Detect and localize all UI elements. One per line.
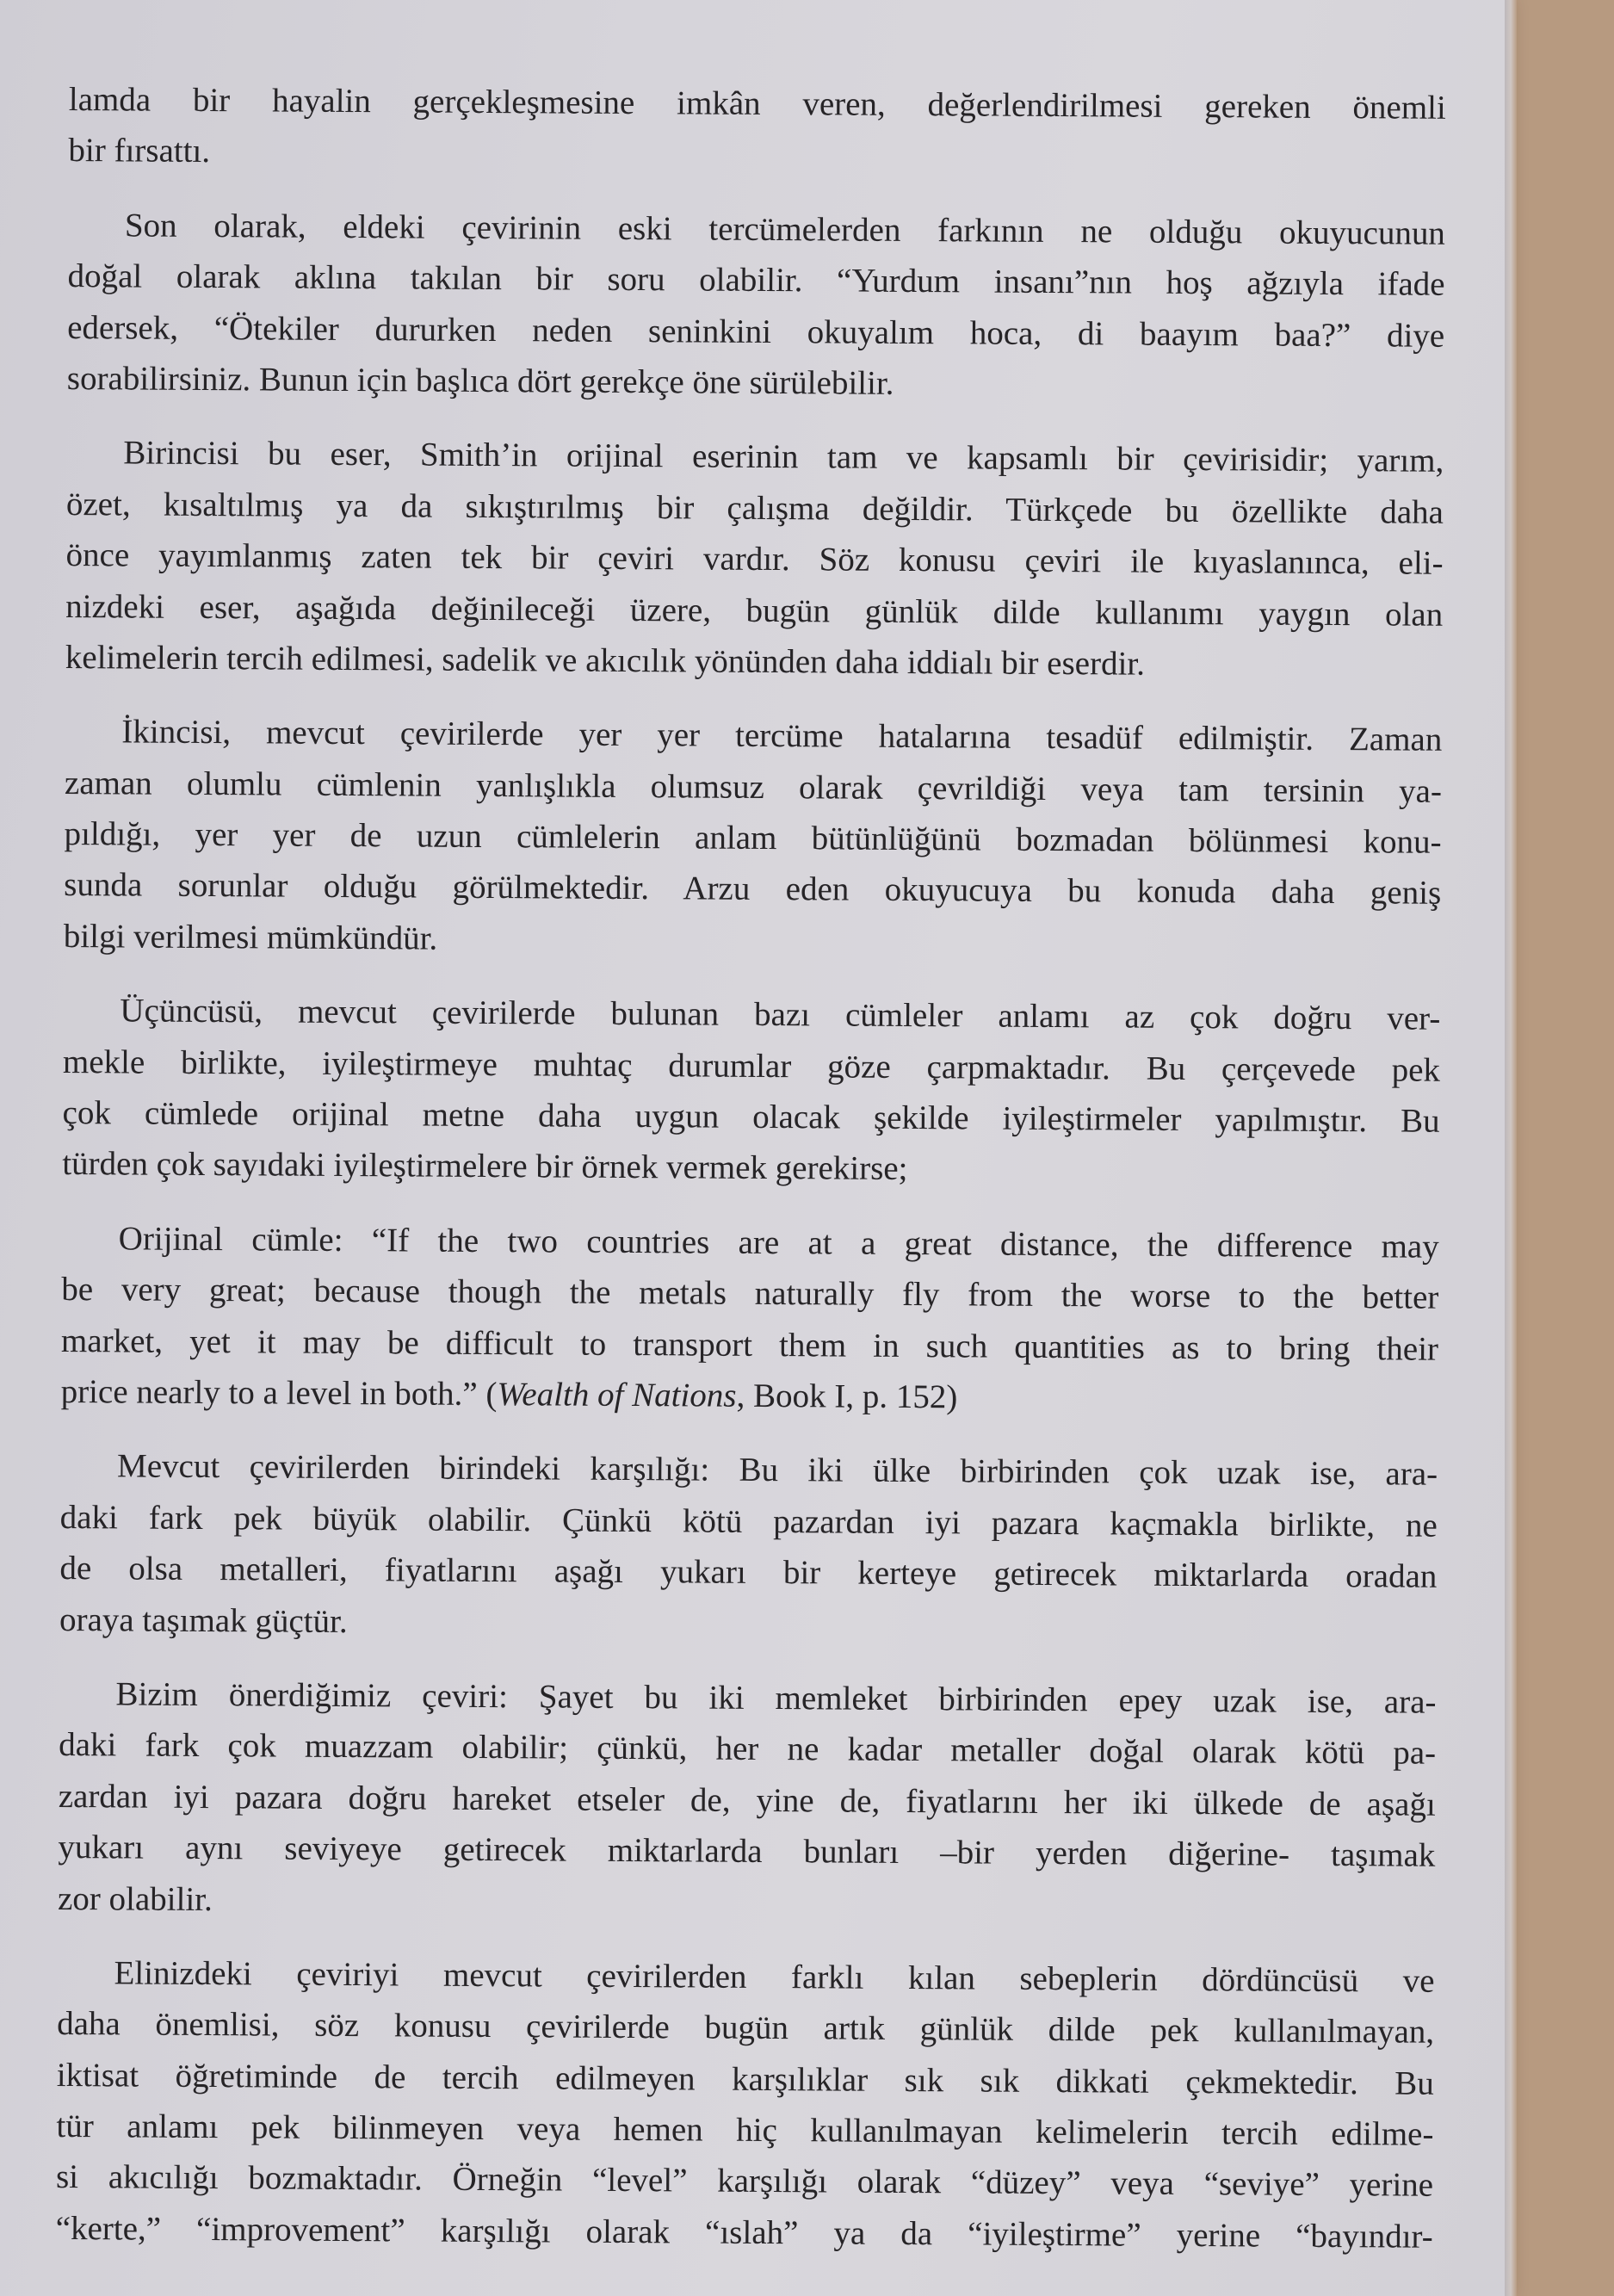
text-line: [65, 581, 1443, 641]
text-line: [59, 1668, 1436, 1728]
text-line: [62, 1213, 1439, 1272]
line-text: “kerte,” “improvement” karşılığı olarak “ıslah” ya da “iyileştirme” yerine “bayındır-: [55, 2209, 1433, 2256]
line-text: Mevcut çevirilerden birindeki karşılığı: Bu iki ülke birbirinden çok uzak ise, ara-: [116, 1447, 1438, 1494]
line-text: edersek, “Ötekiler dururken neden seninkini okuyalım hoca, di baayım baa?” diye: [67, 308, 1445, 355]
paragraph: [67, 200, 1445, 412]
text-line: [67, 302, 1444, 362]
line-text: daki fark çok muazzam olabilir; çünkü, her ne kadar metaller doğal olarak kötü pa-: [59, 1726, 1437, 1773]
paragraph: [62, 985, 1440, 1198]
text-line: [66, 479, 1444, 538]
line-text: sunda sorunlar olduğu görülmektedir. Arzu eden okuyucuya bu konuda daha geniş: [64, 866, 1442, 913]
line-text: zaman olumlu cümlenin yanlışlıkla olumsuz olarak çevrildiği veya tam tersinin ya-: [64, 764, 1443, 810]
paragraph: [64, 706, 1443, 970]
line-text: önce yayımlanmış zaten tek bir çeviri vardır. Söz konusu çeviri ile kıyaslanınca, eli-: [65, 536, 1444, 582]
line-text: İkincisi, mevcut çevirilerde yer yer tercüme hatalarına tesadüf edilmiştir. Zaman: [121, 713, 1443, 759]
text-line: [64, 859, 1441, 919]
text-line: [60, 1366, 1438, 1426]
line-text: daki fark pek büyük olabilir. Çünkü kötü pazardan iyi pazara kaçmakla birlikte, ne: [59, 1498, 1438, 1544]
text-line: [66, 427, 1444, 486]
text-line: [59, 1771, 1436, 1830]
line-text: Üçüncüsü, mevcut çevirilerde bulunan bazı cümleler anlamı az çok doğru ver-: [120, 992, 1441, 1038]
line-text: yukarı aynı seviyeye getirecek miktarlarda bunları –bir yerden diğerine- taşımak: [58, 1829, 1436, 1874]
line-text: çok cümlede orijinal metne daha uygun olacak şekilde iyileştirmeler yapılmıştır. Bu: [62, 1094, 1440, 1140]
line-text: tür anlamı pek bilinmeyen veya hemen hiç kullanılmayan kelimelerin tercih edilme-: [56, 2107, 1434, 2153]
line-text: doğal olarak aklına takılan bir soru olabilir. “Yurdum insanı”nın hoş ağzıyla ifade: [67, 257, 1445, 303]
text-line: [68, 200, 1445, 259]
line-text: kelimelerin tercih edilmesi, sadelik ve akıcılık yönünden daha iddialı bir eserdir.: [65, 638, 1146, 683]
line-text: Elinizdeki çeviriyi mevcut çevirilerden farklı kılan sebeplerin dördüncüsü ve: [114, 1954, 1435, 2000]
citation-text: , Book I, p. 152): [736, 1377, 958, 1416]
line-text: mekle birlikte, iyileştirmeye muhtaç durumlar göze çarpmaktadır. Bu çerçevede pek: [62, 1043, 1441, 1089]
line-text: sorabilirsiniz. Bunun için başlıca dört gerekçe öne sürülebilir.: [66, 359, 894, 402]
text-line: [65, 529, 1443, 589]
text-line: [65, 758, 1442, 817]
text-line: [69, 74, 1446, 133]
text-line: [63, 985, 1440, 1044]
text-line: [62, 1087, 1439, 1147]
text-line: [64, 911, 1441, 970]
paragraph: [60, 1213, 1438, 1426]
text-line: [56, 2151, 1433, 2211]
line-text: market, yet it may be difficult to transport them in such quantities as to bring their: [60, 1321, 1439, 1368]
text-line: [58, 1822, 1435, 1881]
line-text: de olsa metalleri, fiyatlarını aşağı yukarı bir kerteye getirecek miktarlarda oradan: [59, 1550, 1438, 1595]
text-line: [67, 251, 1444, 310]
text-line: [57, 1998, 1434, 2058]
line-text: Bizim önerdiğimiz çeviri: Şayet bu iki memleket birbirinden epey uzak ise, ara-: [115, 1675, 1437, 1721]
paragraph: [65, 427, 1444, 691]
line-text: Birincisi bu eser, Smith’in orijinal eserinin tam ve kapsamlı bir çevirisidir; yarım,: [123, 434, 1444, 480]
text-line: [56, 2203, 1433, 2262]
text-line: [65, 706, 1442, 765]
line-text: daha önemlisi, söz konusu çevirilerde bugün artık günlük dilde pek kullanılmayan,: [57, 2005, 1435, 2052]
line-text: türden çok sayıdaki iyileştirmelere bir örnek vermek gerekirse;: [62, 1145, 908, 1188]
paragraph: [56, 1947, 1435, 2262]
line-text: iktisat öğretiminde de tercih edilmeyen karşılıklar sık sık dikkati çekmektedir. Bu: [56, 2056, 1434, 2102]
text-line: [59, 1594, 1437, 1654]
text-line: [57, 1947, 1434, 2007]
line-text: zor olabilir.: [57, 1879, 213, 1918]
line-text: bilgi verilmesi mümkündür.: [63, 917, 438, 957]
text-line: [56, 2101, 1433, 2160]
text-line: [59, 1719, 1436, 1779]
text-line: [61, 1315, 1438, 1375]
book-title: Wealth of Nations: [497, 1376, 737, 1414]
paragraph: [59, 1440, 1438, 1653]
text-line: [58, 1872, 1435, 1932]
text-line: [63, 1037, 1440, 1096]
paragraph: [58, 1668, 1437, 1933]
text-line: [62, 1138, 1439, 1198]
page-edge: [1505, 0, 1517, 2296]
text-line: [67, 353, 1444, 412]
paragraph: [68, 74, 1446, 185]
body-text: [55, 74, 1446, 2286]
line-text: Son olarak, eldeki çevirinin eski tercümelerden farkının ne olduğu okuyucunun: [124, 207, 1446, 252]
line-text: pıldığı, yer yer de uzun cümlelerin anlam bütünlüğünü bozmadan bölünmesi konu-: [64, 815, 1442, 861]
line-text: lamda bir hayalin gerçekleşmesine imkân veren, değerlendirilmesi gereken önemli: [68, 80, 1446, 127]
line-text: nizdeki eser, aşağıda değinileceği üzere, bugün günlük dilde kullanımı yaygın olan: [65, 587, 1444, 634]
text-line: [64, 808, 1441, 868]
line-text: Orijinal cümle: “If the two countries are at a great distance, the difference may: [118, 1220, 1439, 1266]
line-text: be very great; because though the metals naturally fly from the worse to the better: [61, 1271, 1439, 1316]
line-text: bir fırsattı.: [68, 132, 211, 170]
text-line: [60, 1492, 1438, 1551]
text-line: [65, 632, 1443, 691]
line-text: zardan iyi pazara doğru hareket etseler de, yine de, fiyatlarını her iki ülkede de aşağı: [58, 1777, 1436, 1823]
text-line: [60, 1440, 1438, 1500]
line-text: si akıcılığı bozmaktadır. Örneğin “level” karşılığı olarak “düzey” veya “seviye” yerine: [55, 2158, 1434, 2205]
text-line: [59, 1543, 1437, 1602]
line-text: price nearly to a level in both.” (: [60, 1372, 498, 1414]
text-line: [57, 2050, 1434, 2109]
text-line: [68, 125, 1445, 184]
text-line: [61, 1264, 1438, 1323]
line-text: özet, kısaltılmış ya da sıkıştırılmış bir çalışma değildir. Türkçede bu özellikte daha: [65, 485, 1444, 531]
line-text: oraya taşımak güçtür.: [59, 1600, 348, 1640]
